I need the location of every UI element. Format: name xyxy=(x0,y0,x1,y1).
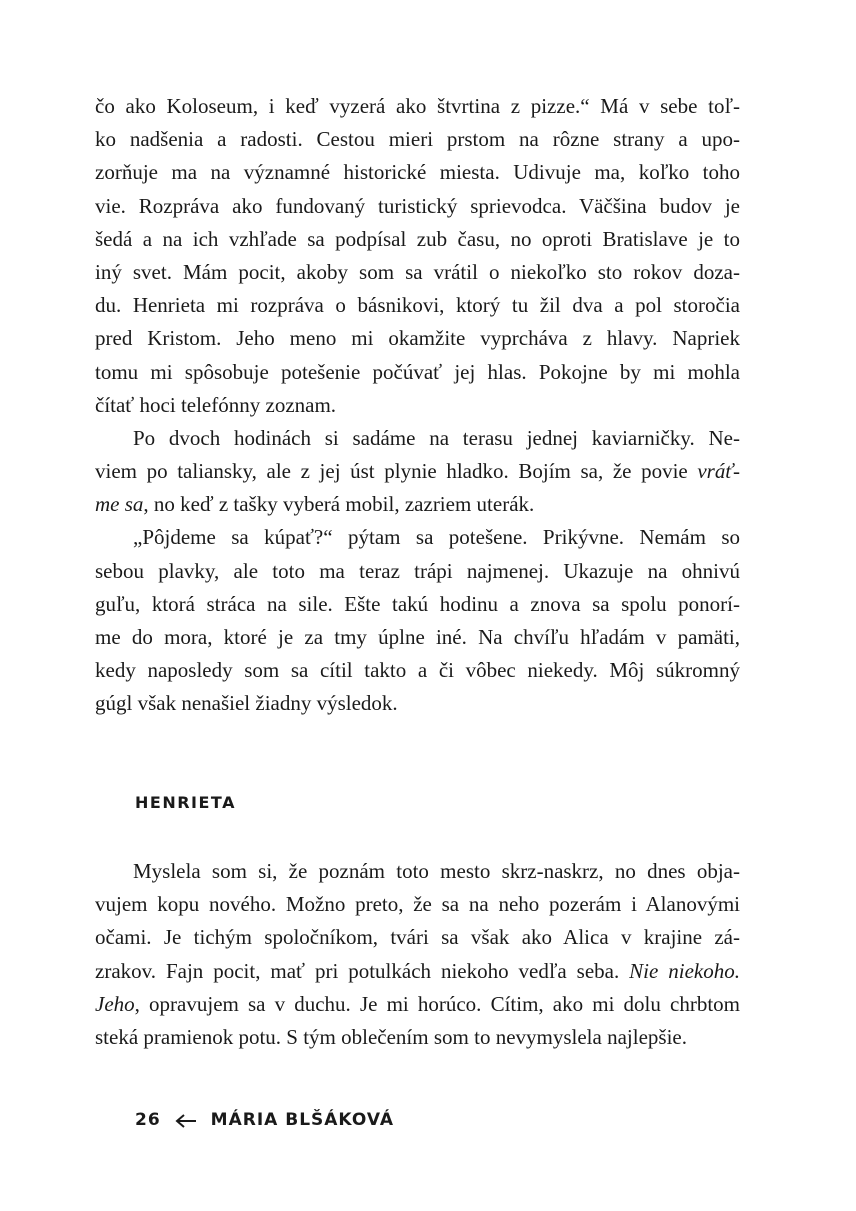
italic-run: me sa xyxy=(95,492,144,517)
text-run: , no keď z tašky vyberá mobil, zazriem uterák. xyxy=(143,492,535,517)
text-run: viem po taliansky, ale z jej úst plynie hladko. Bojím sa, že povie xyxy=(95,459,698,484)
text-line: zorňuje ma na významné historické miesta. Udivuje ma, koľko toho xyxy=(95,160,740,185)
text-line: kedy naposledy som sa cítil takto a či vôbec niekedy. Môj súkromný xyxy=(95,658,740,683)
text-line: ko nadšenia a radosti. Cestou mieri prstom na rôzne strany a upo- xyxy=(95,127,740,152)
text-line-mixed xyxy=(95,488,740,521)
text-line: sebou plavky, ale toto ma teraz trápi najmenej. Ukazuje na ohnivú xyxy=(95,558,740,583)
text-line: očami. Je tichým spoločníkom, tvári sa však ako Alica v krajine zá- xyxy=(95,925,740,950)
page-number: 26 xyxy=(135,1110,161,1130)
page-footer xyxy=(135,1110,394,1130)
text-line: čo ako Koloseum, i keď vyzerá ako štvrtina z pizze.“ Má v sebe toľ- xyxy=(95,94,740,118)
text-line: čítať hoci telefónny zoznam. xyxy=(95,392,337,417)
author-name: MÁRIA BLŠÁKOVÁ xyxy=(210,1110,394,1130)
section-heading: HENRIETA xyxy=(135,793,236,812)
text-line: Myslela som si, že poznám toto mesto skrz-naskrz, no dnes obja- xyxy=(133,859,740,883)
text-run: , opravujem sa v duchu. Je mi horúco. Cítim, ako mi dolu chrbtom xyxy=(134,991,740,1016)
text-line: iný svet. Mám pocit, akoby som sa vrátil o niekoľko sto rokov doza- xyxy=(95,259,740,284)
left-arrow-icon xyxy=(175,1113,197,1127)
text-line: du. Henrieta mi rozpráva o básnikovi, ktorý tu žil dva a pol storočia xyxy=(95,293,740,318)
text-line: šedá a na ich vzhľade sa podpísal zub času, no oproti Bratislave je to xyxy=(95,226,740,251)
text-line: gúgl však nenašiel žiadny výsledok. xyxy=(95,691,398,716)
text-line: vujem kopu nového. Možno preto, že sa na neho pozerám i Alanovými xyxy=(95,892,740,917)
text-line: me do mora, ktoré je za tmy úplne iné. Na chvíľu hľadám v pamäti, xyxy=(95,625,740,649)
text-line: „Pôjdeme sa kúpať?“ pýtam sa potešene. Prikývne. Nemám so xyxy=(133,525,740,550)
text-line-mixed xyxy=(95,955,740,988)
text-line: guľu, ktorá stráca na sile. Ešte takú hodinu a znova sa spolu ponorí- xyxy=(95,591,740,616)
text-line: vie. Rozpráva ako fundovaný turistický sprievodca. Väčšina budov je xyxy=(95,193,740,218)
text-line: Po dvoch hodinách si sadáme na terasu jednej kaviarničky. Ne- xyxy=(133,425,740,450)
text-line: tomu mi spôsobuje potešenie počúvať jej hlas. Pokojne by mi mohla xyxy=(95,359,740,384)
text-line-mixed xyxy=(95,988,740,1021)
italic-run: vráť- xyxy=(697,459,740,484)
body-text-bottom xyxy=(95,855,740,1054)
body-text-top xyxy=(95,90,740,721)
italic-run: Nie niekoho. xyxy=(629,958,740,983)
italic-run: Jeho xyxy=(95,991,135,1016)
text-line: pred Kristom. Jeho meno mi okamžite vyprcháva z hlavy. Napriek xyxy=(95,326,740,351)
text-line-mixed xyxy=(95,455,740,488)
text-line: steká pramienok potu. S tým oblečením som to nevymyslela najlepšie. xyxy=(95,1024,687,1049)
text-run: zrakov. Fajn pocit, mať pri potulkách niekoho vedľa seba. xyxy=(95,958,630,983)
